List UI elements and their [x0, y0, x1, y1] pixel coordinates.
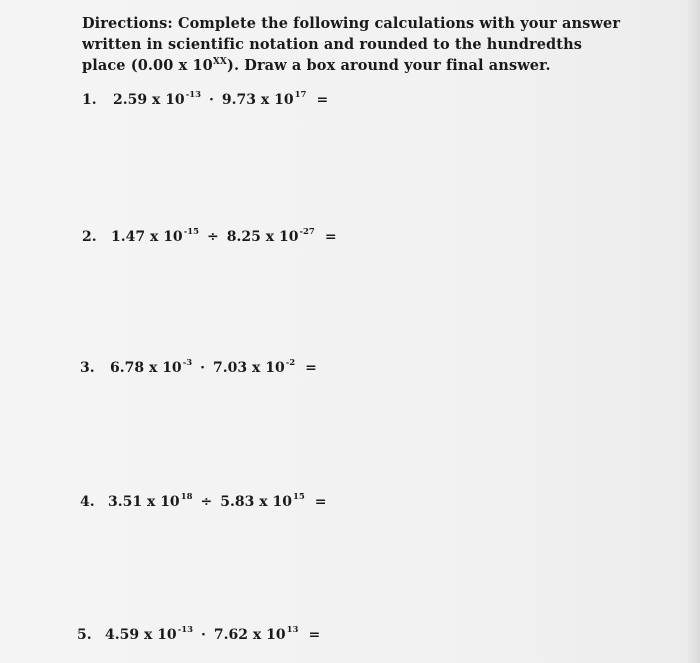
problem-4: [80, 494, 327, 510]
first-term-exponent: -15: [183, 227, 200, 237]
first-term-exponent: -13: [177, 625, 194, 635]
second-term-exponent: 17: [294, 90, 307, 100]
problem-1: [82, 92, 328, 108]
problem-number: 4.: [80, 494, 95, 510]
directions-text-end: ). Draw a box around your final answer.: [227, 57, 551, 74]
second-term-exponent: 13: [286, 625, 299, 635]
problem-number: 1.: [82, 92, 97, 108]
second-term-mantissa: 7.62 x 10: [213, 627, 286, 643]
second-term-mantissa: 5.83 x 10: [220, 494, 292, 510]
first-term-mantissa: 4.59 x 10: [105, 627, 177, 643]
directions-label: Directions:: [82, 15, 173, 32]
operator-multiply: ·: [201, 627, 206, 643]
operator-multiply: ·: [209, 92, 214, 108]
problem-3: [80, 360, 317, 376]
problem-5: [77, 627, 320, 643]
operator-divide: ÷: [200, 494, 213, 510]
first-term-mantissa: 6.78 x 10: [110, 360, 182, 376]
problem-number: 5.: [77, 627, 92, 643]
second-term: [227, 229, 315, 245]
first-term-exponent: -3: [182, 358, 193, 368]
second-term-mantissa: 9.73 x 10: [221, 92, 294, 108]
page-edge-shadow: [686, 0, 700, 663]
first-term-mantissa: 2.59 x 10: [113, 92, 185, 108]
directions-exponent-placeholder: XX: [212, 57, 228, 67]
equals-sign: =: [305, 360, 317, 376]
equals-sign: =: [314, 494, 327, 510]
equals-sign: =: [316, 92, 329, 108]
second-term: [222, 92, 307, 108]
first-term: [105, 627, 193, 643]
first-term-mantissa: 1.47 x 10: [111, 229, 183, 245]
operator-multiply: ·: [200, 360, 206, 376]
first-term-mantissa: 3.51 x 10: [108, 494, 180, 510]
first-term: [111, 229, 199, 245]
first-term-exponent: -13: [185, 90, 202, 100]
first-term: [113, 92, 201, 108]
second-term-exponent: 15: [292, 492, 305, 502]
second-term-mantissa: 7.03 x 10: [213, 360, 285, 376]
first-term: [110, 360, 192, 376]
first-term-exponent: 18: [180, 492, 193, 502]
second-term: [214, 627, 299, 643]
second-term: [220, 494, 305, 510]
first-term: [108, 494, 193, 510]
second-term-mantissa: 8.25 x 10: [226, 229, 299, 245]
problem-number: 2.: [82, 229, 97, 245]
second-term-exponent: -2: [285, 358, 296, 368]
problem-2: [82, 229, 337, 245]
equals-sign: =: [324, 229, 337, 245]
equals-sign: =: [308, 627, 321, 643]
second-term-exponent: -27: [299, 227, 315, 237]
directions-text-start: Complete the following calculations with your answer written in scientific notation and rounded to the hundredths place (0.00 x 10: [82, 15, 621, 74]
problem-number: 3.: [80, 360, 95, 376]
operator-divide: ÷: [207, 229, 219, 245]
directions-paragraph: [82, 13, 622, 76]
second-term: [213, 360, 295, 376]
